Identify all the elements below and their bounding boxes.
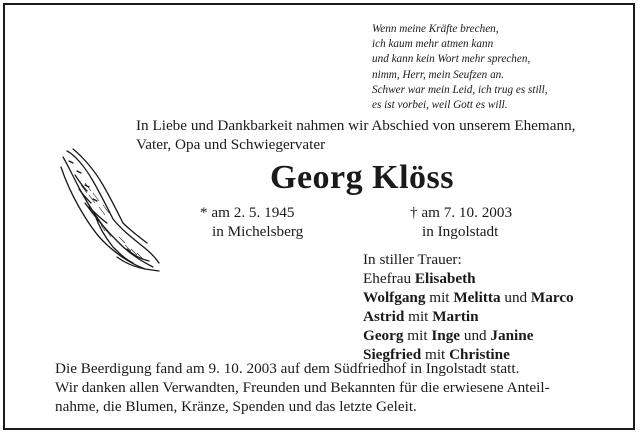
mourner-name: Martin	[432, 308, 479, 325]
thanks-line: Wir danken allen Verwandten, Freunden und Bekannten für die erwiesene Anteil-	[55, 379, 550, 396]
mourners-list	[363, 250, 574, 364]
death-date: † am 7. 10. 2003	[410, 204, 513, 221]
intro-text	[136, 116, 626, 154]
mourner-row	[363, 326, 574, 345]
mourner-connector: mit	[404, 308, 433, 325]
mourner-connector: und	[500, 289, 531, 306]
mourner-name: Janine	[490, 327, 534, 344]
mourner-connector: Ehefrau	[363, 270, 415, 287]
mourner-name: Marco	[530, 289, 574, 306]
thanks-line: nahme, die Blumen, Kränze, Spenden und das letzte Geleit.	[55, 398, 417, 415]
birth-place: in Michelsberg	[212, 223, 304, 240]
poem-line: Wenn meine Kräfte brechen,	[372, 23, 499, 35]
poem-line: nimm, Herr, mein Seufzen an.	[372, 68, 505, 81]
mourner-name: Christine	[449, 346, 510, 363]
intro-line: In Liebe und Dankbarkeit nahmen wir Abschied von unserem Ehemann,	[136, 117, 576, 134]
mourner-name: Siegfried	[363, 346, 422, 363]
mourner-name: Inge	[431, 327, 461, 344]
intro-line: Vater, Opa und Schwiegervater	[136, 136, 326, 153]
poem-line: und kann kein Wort mehr sprechen,	[372, 53, 531, 66]
poem-line: Schwer war mein Leid, ich trug es still,	[372, 83, 548, 96]
mourner-name: Georg	[363, 327, 404, 344]
death-info	[410, 203, 512, 241]
mourner-connector: mit	[421, 346, 450, 363]
mourner-name: Wolfgang	[363, 289, 426, 306]
mourner-connector: mit	[403, 327, 432, 344]
mourner-row	[363, 307, 574, 326]
mourner-name: Melitta	[453, 289, 501, 306]
mourner-row	[363, 288, 574, 307]
mourner-name: Astrid	[363, 308, 405, 325]
mourner-connector: und	[460, 327, 491, 344]
mourner-row	[363, 269, 574, 288]
poem	[372, 22, 622, 113]
mourner-connector: mit	[425, 289, 454, 306]
funeral-notice: Die Beerdigung fand am 9. 10. 2003 auf dem Südfriedhof in Ingolstadt statt.	[55, 360, 520, 377]
closing-text	[55, 359, 625, 416]
death-place: in Ingolstadt	[422, 223, 499, 240]
birth-date: * am 2. 5. 1945	[200, 204, 295, 221]
poem-line: ich kaum mehr atmen kann	[372, 38, 494, 51]
poem-line: es ist vorbei, weil Gott es will.	[372, 99, 508, 112]
birth-info	[200, 203, 303, 241]
deceased-name: Georg Klöss	[270, 159, 454, 196]
mourners-heading: In stiller Trauer:	[363, 251, 462, 268]
mourner-name: Elisabeth	[414, 270, 476, 287]
